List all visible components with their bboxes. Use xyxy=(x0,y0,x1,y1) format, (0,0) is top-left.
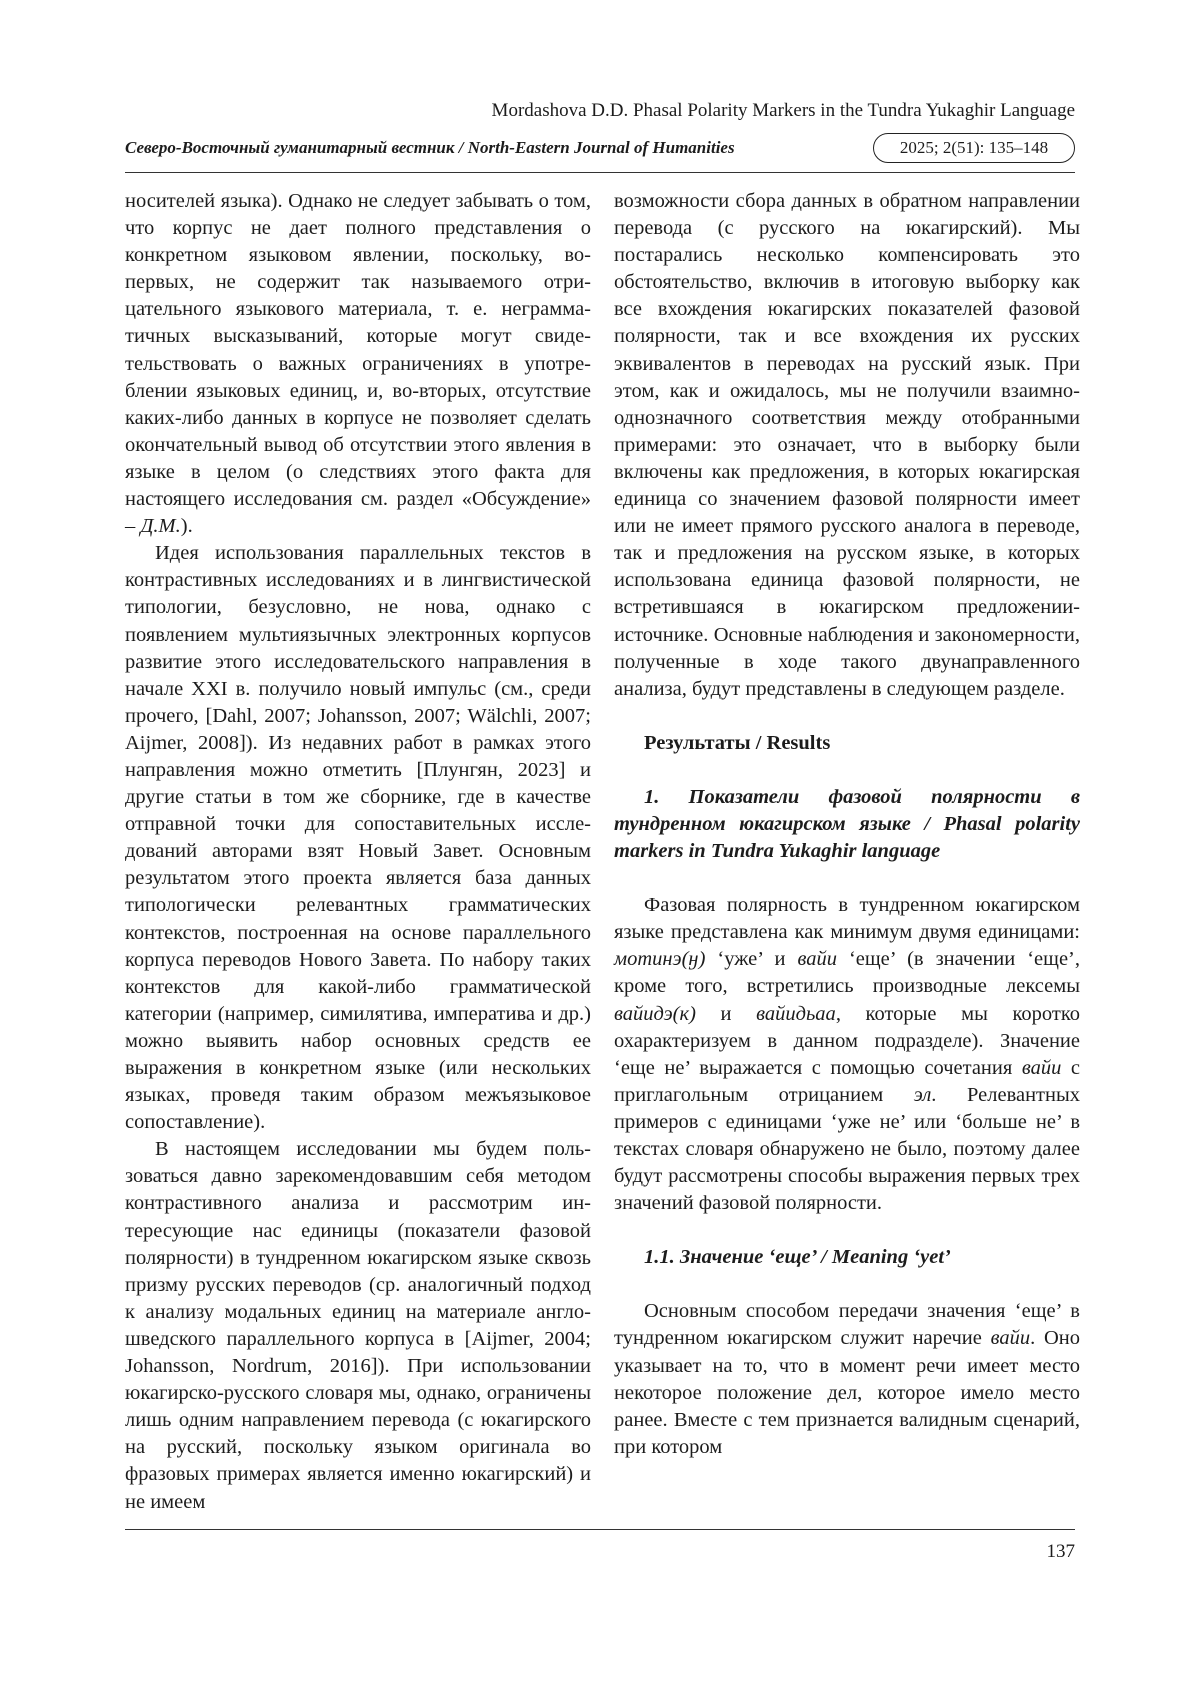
subsection-heading: 1.1. Значение ‘еще’ / Meaning ‘yet’ xyxy=(644,1246,951,1269)
right-column xyxy=(614,188,1080,1461)
author-initials: Д.М. xyxy=(140,515,181,538)
issue-badge: 2025; 2(51): 135–148 xyxy=(873,133,1075,163)
header-rule xyxy=(125,172,1075,173)
paragraph: возможности сбора данных в обратном направлении перевода (с русского на юкагирский). Мы постарались несколько компенсировать это обстоятельство, включив в итоговую выборку как все вхождения юкагирских показателей фазовой полярности, так и все вхождения их русских эквивалентов в переводах на русский язык. При этом, как и ожидалось, мы не получили взаимно-однозначного соответствия между отобранными примерами: это означает, что в выборку были включены как предложения, в которых юкагирская единица со значением фазовой полярности имеет или не имеет прямого русского аналога в переводе, так и предложения на русском языке, в которых использована единица фазовой полярности, не встретившаяся в юкагирском предложении-источнике. Основные наблюдения и закономерности, полученные в ходе такого двунаправленного анализа, будут представлены в следующем разделе. xyxy=(614,190,1080,700)
yukaghir-word: вайидьаа xyxy=(756,1002,836,1025)
paragraph: Основным способом передачи значения ‘еще’ в тундренном юкагирском служит наречие вайи. Оно указывает на то, что в момент речи имеет место некоторое положение дел, которое имело место ранее. Вместе с тем признается валидным сценарий, при котором xyxy=(614,1300,1080,1458)
section-heading: 1. Показатели фазовой полярности в тундренном юкагирском языке / Phasal polarity markers in Tundra Yukaghir language xyxy=(614,785,1080,863)
left-column xyxy=(125,188,591,1516)
yukaghir-word: вайи xyxy=(1021,1056,1062,1079)
yukaghir-word: вайи xyxy=(990,1327,1031,1350)
paragraph: Идея использования параллельных текстов в контрастивных исследованиях и в лингвистической типологии, безусловно, не нова, однако с появлением мультиязычных электронных корпусов развитие этого исследовательского направления в начале XXI в. получило новый импульс (см., среди прочего, [Dahl, 2007; Johansson, 2007; Wälchli, 2007; Aijmer, 2008]). Из недавних работ в рамках этого направления можно отметить [Плунгян, 2023] и другие статьи в том же сборнике, где в качестве отправной точки для сопоставительных исследований авторами взят Новый Завет. Основным результатом этого проекта является база данных типологически релевантных грамматических контекстов, построенная на основе параллельного корпуса переводов Нового Завета. По набору таких контекстов для какой-либо грамматической категории (например, симилятива, императива и др.) можно выявить набор основных средств ее выражения в конкретном языке (или нескольких языках, проведя таким образом межъязыковое сопоставление). xyxy=(125,542,591,1134)
footer-rule xyxy=(125,1529,1075,1530)
paragraph: Фазовая полярность в тундренном юкагирском языке представлена как минимум двумя единицами: мотинэ(ӈ) ‘уже’ и вайи ‘еще’ (в значении ‘еще’, кроме того, встретились производные лексемы вайидэ(к) и вайидьаа, которые мы коротко охарактеризуем в данном подразделе). Значение ‘еще не’ выражается с помощью сочетания вайи с приглагольным отрицанием эл. Релевантных примеров с единицами ‘уже не’ или ‘больше не’ в текстах словаря обнаружено не было, поэтому далее будут рассмотрены способы выражения первых трех значений фазовой полярности. xyxy=(614,894,1080,1215)
yukaghir-word: мотинэ(ӈ) xyxy=(614,948,706,971)
results-heading: Результаты / Results xyxy=(644,731,831,754)
paragraph: В настоящем исследовании мы будем пользоваться давно зарекомендовавшим себя методом контрастивного анализа и рассмотрим интересующие нас единицы (показатели фазовой полярности) в тундренном юкагирском языке сквозь призму русских переводов (ср. аналогичный подход к анализу модальных единиц на материале англо-шведского параллельного корпуса в [Aijmer, 2004; Johansson, Nordrum, 2016]). При использовании юкагирско-русского словаря мы, однако, ограничены лишь одним направлением перевода (с юкагирского на русский, поскольку языком оригинала во фразовых примерах является именно юкагирский) и не имеем xyxy=(125,1138,591,1513)
page-number: 137 xyxy=(1046,1541,1075,1562)
journal-header xyxy=(125,133,1075,167)
yukaghir-word: вайидэ(к) xyxy=(614,1002,696,1025)
paragraph: носителей языка). Однако не следует забывать о том, что корпус не дает полного представления о конкретном языковом явлении, поскольку, во-первых, не содержит так называемого отрицательного языкового материала, т. е. неграмматичных высказываний, которые могут свидетельствовать о важных ограничениях в употреблении языковых единиц, и, во-вторых, отсутствие каких-либо данных в корпусе не позволяет сделать окончательный вывод об отсутствии этого явления в языке в целом (о следствиях этого факта для настоящего исследования см. раздел «Обсуждение» – Д.М.). xyxy=(125,190,591,538)
running-title: Mordashova D.D. Phasal Polarity Markers in the Tundra Yukaghir Language xyxy=(491,100,1075,121)
journal-name: Северо-Восточный гуманитарный вестник / North-Eastern Journal of Humanities xyxy=(125,138,735,157)
yukaghir-word: эл xyxy=(913,1083,932,1106)
yukaghir-word: вайи xyxy=(797,948,837,971)
